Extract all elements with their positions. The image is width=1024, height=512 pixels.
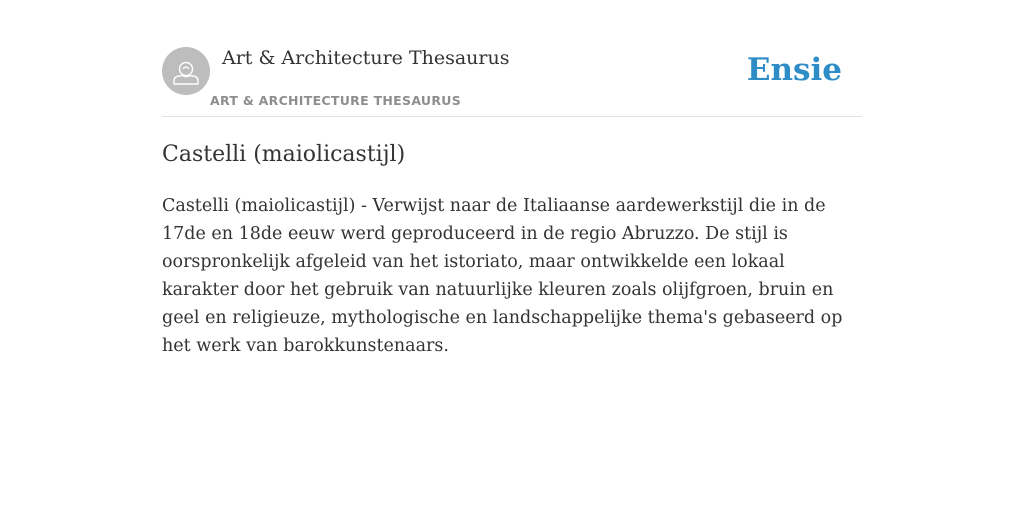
page-title: Castelli (maiolicastijl) xyxy=(162,142,406,167)
avatar[interactable] xyxy=(162,47,210,95)
source-label: ART & ARCHITECTURE THESAURUS xyxy=(210,93,462,108)
source-header xyxy=(162,46,862,117)
brand-logo[interactable]: Ensie xyxy=(746,52,842,88)
source-title[interactable]: Art & Architecture Thesaurus xyxy=(222,47,510,69)
user-silhouette-icon xyxy=(162,47,210,95)
definition-text: Castelli (maiolicastijl) - Verwijst naar de Italiaanse aardewerkstijl die in de 17de en 18de eeuw werd geproduceerd in de regio Abruzzo. De stijl is oorspronkelijk afgeleid van het istoriato, maar ontwikkelde een lokaal karakter door het gebruik van natuurlijke kleuren zoals olijfgroen, bruin en geel en religieuze, mythologische en landschappelijke thema's gebaseerd op het werk van barokkunstenaars. xyxy=(162,196,843,356)
